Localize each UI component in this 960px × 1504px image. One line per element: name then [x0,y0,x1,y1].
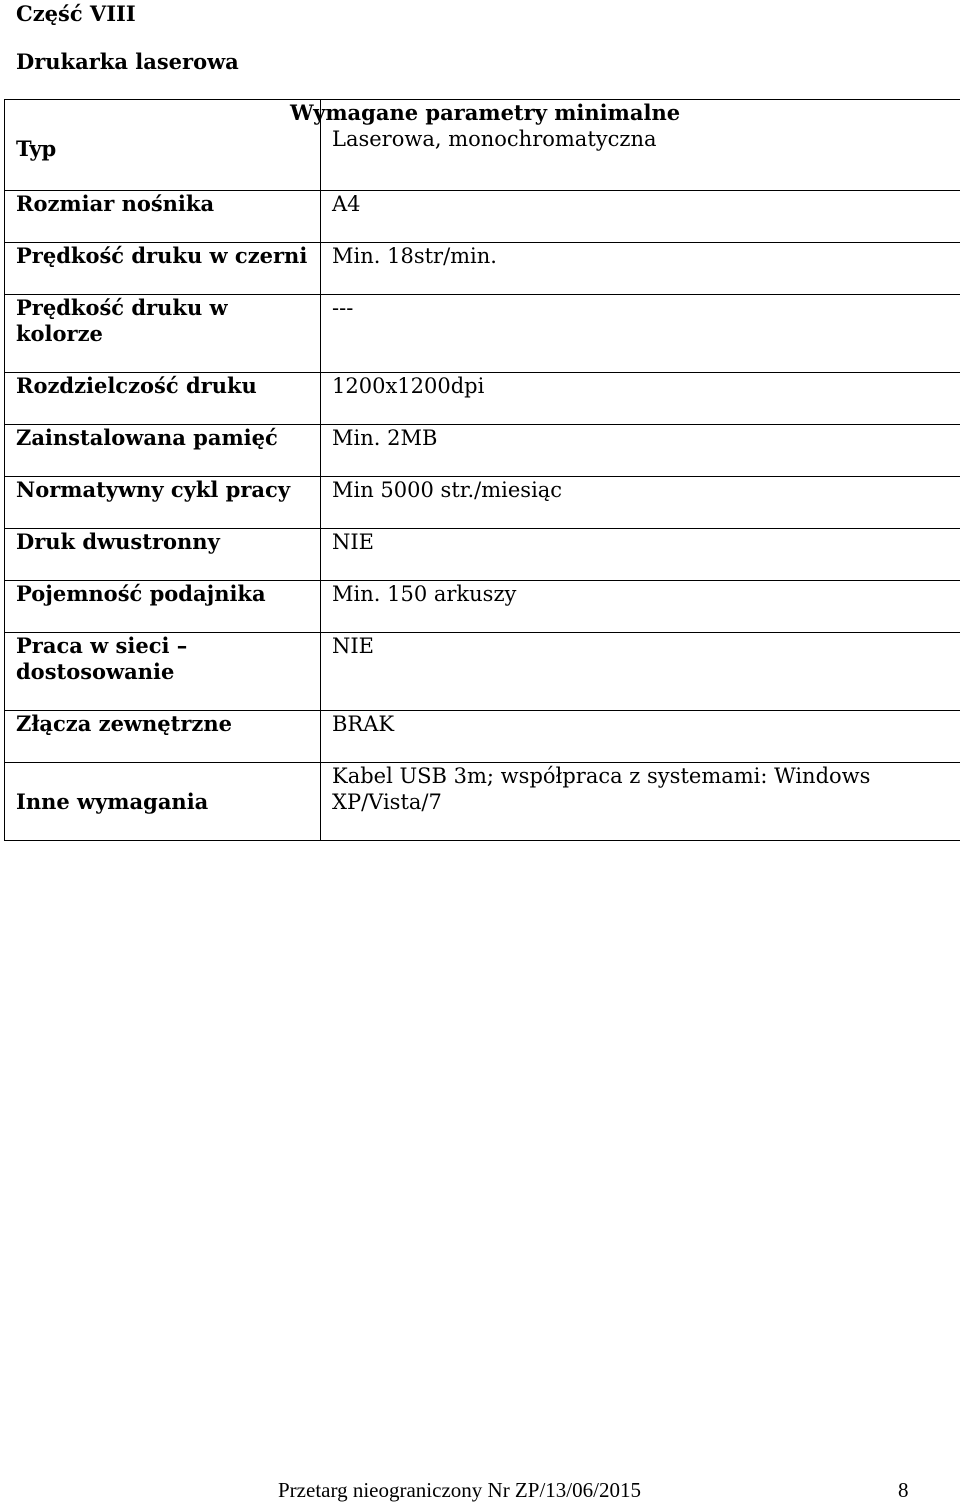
table-row [5,243,960,295]
table-row [5,425,960,477]
row-label: Druk dwustronny [5,529,321,581]
part-title: Część VIII [16,0,136,28]
row-label: Prędkość druku w czerni [5,243,321,295]
table-row [5,633,960,711]
table-header: Wymagane parametry minimalne [290,100,950,126]
table-row [5,295,960,373]
row-value: Min 5000 str./miesiąc [321,477,960,529]
table-row [5,477,960,529]
row-label: Inne wymagania [5,763,321,841]
row-label: Rozmiar nośnika [5,191,321,243]
table-row [5,100,960,191]
row-value: A4 [321,191,960,243]
row-label: Prędkość druku w kolorze [5,295,321,373]
row-value: BRAK [321,711,960,763]
row-label: Typ [5,100,321,191]
table-row [5,529,960,581]
row-value-cell [321,100,960,191]
row-label: Zainstalowana pamięć [5,425,321,477]
row-value: NIE [321,529,960,581]
footer-text: Przetarg nieograniczony Nr ZP/13/06/2015 [278,1476,641,1504]
table-row [5,711,960,763]
row-value: 1200x1200dpi [321,373,960,425]
row-label: Normatywny cykl pracy [5,477,321,529]
table-row [5,191,960,243]
page-number: 8 [898,1476,909,1504]
spec-table [4,99,960,841]
row-value: Min. 2MB [321,425,960,477]
row-value: NIE [321,633,960,711]
row-value: Min. 18str/min. [321,243,960,295]
row-label: Pojemność podajnika [5,581,321,633]
table-row [5,373,960,425]
row-value: --- [321,295,960,373]
row-label: Praca w sieci – dostosowanie [5,633,321,711]
row-value: Laserowa, monochromatyczna [332,127,657,151]
device-title: Drukarka laserowa [16,48,239,76]
table-row [5,581,960,633]
table-row [5,763,960,841]
row-value: Kabel USB 3m; współpraca z systemami: Windows XP/Vista/7 [321,763,960,841]
row-value: Min. 150 arkuszy [321,581,960,633]
row-label: Rozdzielczość druku [5,373,321,425]
row-label: Złącza zewnętrzne [5,711,321,763]
